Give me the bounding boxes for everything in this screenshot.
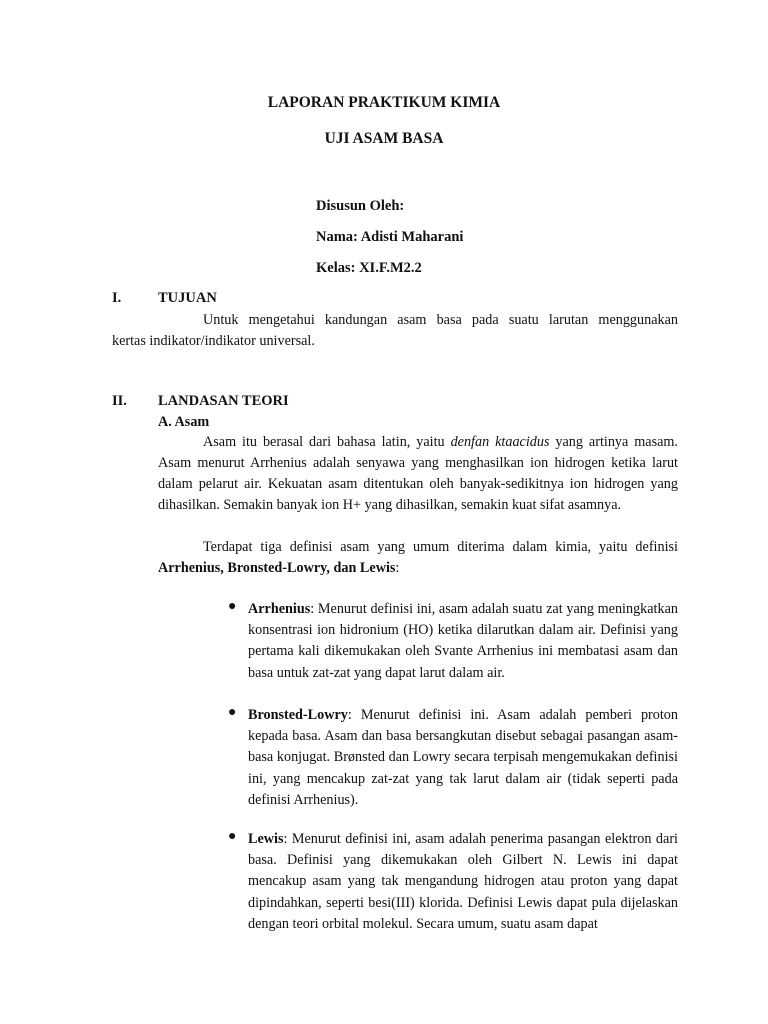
bullet-text: : Menurut definisi ini, asam adalah penerima pasangan elektron dari basa. Definisi yang dikemukakan oleh Gilbert N. Lewis ini dapat mencakup asam yang tak mengandung hidrogen atau proton yang dapat dipindahkan, seperti besi(III) klorida. Definisi Lewis dapat pula dijelaskan dengan teori orbital molekul. Secara umum, suatu asam dapat — [248, 831, 678, 932]
asam-paragraph-start: Asam itu berasal dari bahasa latin, yaitu — [203, 434, 451, 450]
document-title: LAPORAN PRAKTIKUM KIMIA — [267, 94, 501, 111]
bullet-term: Bronsted-Lowry — [248, 707, 348, 723]
bullet-term: Lewis — [248, 831, 284, 847]
bullet-dot: ● — [228, 829, 237, 844]
section-2-number: II. — [112, 393, 127, 409]
author-class: Kelas: XI.F.M2.2 — [316, 260, 422, 276]
section-1-paragraph-line1: Untuk mengetahui kandungan asam basa pada suatu larutan menggunakan — [203, 312, 678, 328]
asam-paragraph-italic: denfan ktaacidus — [450, 434, 550, 450]
subsection-a-heading: A. Asam — [158, 414, 210, 430]
definitions-paragraph-bold: Arrhenius, Bronsted-Lowry, dan Lewis — [158, 560, 396, 576]
bullet-dot: ● — [228, 599, 237, 614]
asam-paragraph-rest: yang artinya masam. Asam menurut Arrhenius adalah senyawa yang menghasilkan ion hidrogen ketika larut dalam pelarut air. Kekuatan asam ditentukan oleh banyak-sedikitnya ion hidrogen yang dihasilkan. Semakin banyak ion H+ yang dihasilkan, semakin kuat sifat asamnya. — [158, 434, 678, 513]
definitions-paragraph-end: : — [395, 560, 400, 576]
bullet-item-arrhenius — [248, 599, 678, 684]
section-1-title: TUJUAN — [158, 290, 217, 306]
section-1-number: I. — [112, 290, 122, 306]
document-subtitle: UJI ASAM BASA — [324, 130, 444, 147]
asam-paragraph — [158, 432, 678, 516]
bullet-text: : Menurut definisi ini. Asam adalah pemberi proton kepada basa. Asam dan basa bersangkutan disebut sebagai pasangan asam-basa konjugat. Brønsted dan Lowry secara terpisah mengemukakan definisi ini, yang mencakup zat-zat yang tak larut dalam air (tidak seperti pada definisi Arrhenius). — [248, 707, 678, 808]
bullet-term: Arrhenius — [248, 601, 311, 617]
section-1-paragraph-line2: kertas indikator/indikator universal. — [112, 333, 315, 349]
author-label: Disusun Oleh: — [316, 198, 405, 214]
bullet-item-lewis — [248, 829, 678, 935]
definitions-paragraph-start: Terdapat tiga definisi asam yang umum diterima dalam kimia, yaitu definisi — [203, 539, 678, 555]
bullet-dot: ● — [228, 705, 237, 720]
definitions-paragraph — [158, 537, 678, 579]
bullet-item-bronsted-lowry — [248, 705, 678, 811]
author-name: Nama: Adisti Maharani — [316, 229, 464, 245]
section-2-title: LANDASAN TEORI — [158, 393, 289, 409]
bullet-text: : Menurut definisi ini, asam adalah suatu zat yang meningkatkan konsentrasi ion hidronium (HO) ketika dilarutkan dalam air. Definisi yang pertama kali dikemukakan oleh Svante Arrhenius ini membatasi asam dan basa untuk zat-zat yang dapat larut dalam air. — [248, 601, 678, 681]
